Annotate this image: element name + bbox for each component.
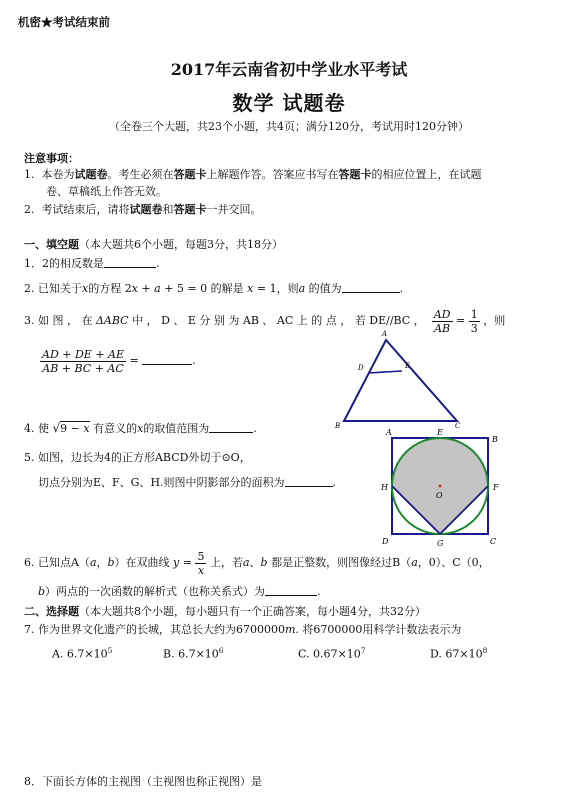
question-5-line2: 切点分别为E、F、G、H.则图中阴影部分的面积为 . [38,476,337,489]
label-d: D [358,364,364,372]
label-e: E [405,362,411,370]
notice-heading: 注意事项： [24,152,79,165]
option-b[interactable]: B. $6.7\times 10^6$ [163,646,224,661]
svg-text:C: C [490,537,497,546]
notice-item-1: 1. 本卷为试题卷。考生必须在答题卡上解题作答。答案应书写在答题卡的相应位置上，在试题 [24,168,482,181]
exam-info: （全卷三个大题，共23个小题，共4页；满分120分，考试用时120分钟） [109,120,469,133]
question-5-line1: 5. 如图，边长为4的正方形ABCD外切于⊙O， [24,451,251,464]
svg-text:B: B [492,435,498,444]
section1-heading: 一、填空题（本大题共6个小题，每题3分，共18分） [24,238,283,251]
question-6-line2: b）两点的一次函数的解析式（也称关系式）为 . [38,585,321,598]
label-b: B [335,422,341,428]
triangle-figure [332,328,462,428]
question-1: 1．2的相反数是 . [24,257,160,270]
svg-text:E: E [437,428,443,437]
svg-text:H: H [381,483,388,492]
svg-text:A: A [386,428,392,437]
question-3-expression: $\frac{AD + DE + AE}{AB + BC + AC}$ = . [42,347,196,375]
option-d[interactable]: D. $67\times 10^8$ [430,646,488,661]
option-a[interactable]: A. $6.7\times 10^5$ [52,646,113,661]
exam-subtitle: 数学 试题卷 [232,91,346,115]
section2-heading: 二、选择题（本大题共8个小题，每小题只有一个正确答案，每小题4分，共32分） [24,605,426,618]
question-8: 8．下面长方体的主视图（主视图也称正视图）是 [24,775,262,788]
secret-label: 机密★考试结束前 [18,15,110,29]
label-c: C [455,422,461,428]
question-2: 2. 已知关于x的方程 2x + a + 5 = 0 的解是 x = 1，则a 的值为 . [24,282,404,295]
notice-item-2: 2. 考试结束后，请将试题卷和答题卡一并交回。 [24,203,262,216]
square-circle-figure [376,426,508,550]
fraction-ad-ab: $\frac{AD}{AB}$ [433,307,451,335]
question-3: 3. 如 图 ， 在 ΔABC 中 ， D 、 E 分 别 为 AB 、 AC 上 的 点 ， 若 DE//BC ， $\frac{AD}{AB}$ = $\frac{1}{3}$ ，则 [24,307,506,335]
question-7: 7. 作为世界文化遗产的长城，其总长大约为6700000m. 将6700000用科学计数法表示为 [24,623,462,636]
question-6-line1: 6. 已知点A（a，b）在双曲线 y = $\frac{5}{x}$ 上，若a、b 都是正整数，则图像经过B（a，0）、C（0， [24,549,490,577]
svg-text:F: F [493,483,499,492]
notice-item-1-line2: 卷、草稿纸上作答无效。 [46,185,167,198]
exam-title: 2017年云南省初中学业水平考试 [170,60,408,79]
option-c[interactable]: C. $0.67\times 10^7$ [298,646,366,661]
svg-text:O: O [436,491,443,500]
fraction-one-third: $\frac{1}{3}$ [470,307,478,335]
question-4: 4. 使 √9 − x 有意义的x的取值范围为 . [24,421,257,435]
svg-text:G: G [437,539,444,548]
label-a: A [382,330,388,338]
svg-text:D: D [382,537,389,546]
